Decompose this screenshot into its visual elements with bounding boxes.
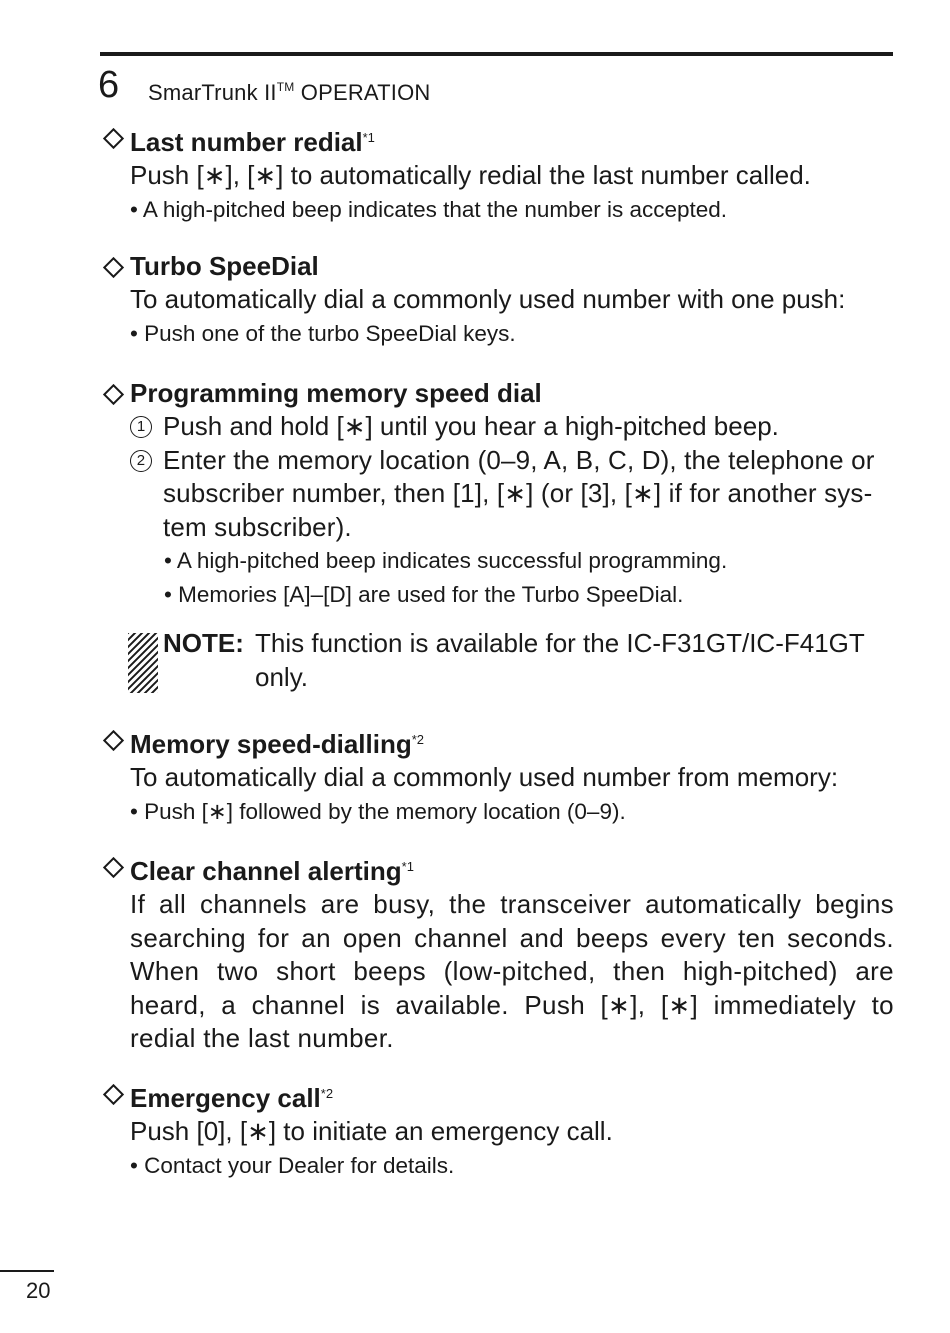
heading-text: Clear channel alerting — [130, 856, 402, 886]
bullet-item: • A high-pitched beep indicates successful programming. — [164, 548, 728, 573]
footnote-marker: *1 — [362, 130, 375, 145]
section-heading — [104, 121, 894, 159]
chapter-title-suffix: OPERATION — [294, 80, 431, 105]
top-rule — [100, 52, 893, 56]
section-body: To automatically dial a commonly used number from memory: — [130, 762, 839, 792]
section-body: To automatically dial a commonly used number with one push: — [130, 284, 846, 314]
diamond-icon — [103, 128, 124, 149]
heading-text: Emergency call — [130, 1083, 321, 1113]
step-text: Enter the memory location (0–9, A, B, C, D), the telephone or subscriber number, then [1], [∗] (or [3], [∗] if for another sys-tem subscriber). — [163, 444, 875, 542]
bullet-item: • A high-pitched beep indicates that the number is accepted. — [130, 196, 728, 222]
chapter-title-text: SmarTrunk II — [148, 80, 277, 105]
section-heading — [104, 850, 894, 888]
section-programming-memory — [104, 377, 894, 611]
note-text: This function is available for the IC-F31GT/IC-F41GT only. — [255, 628, 865, 692]
step-text: Push and hold [∗] until you hear a high-pitched beep. — [163, 411, 779, 441]
chapter-title — [148, 80, 431, 106]
section-heading — [104, 377, 894, 410]
section-heading — [104, 723, 894, 761]
section-memory-speed-dialling — [104, 723, 894, 828]
heading-text: Programming memory speed dial — [130, 378, 542, 408]
diamond-icon — [103, 1084, 124, 1105]
bullet-item: • Memories [A]–[D] are used for the Turbo SpeeDial. — [164, 581, 684, 607]
section-heading — [104, 250, 894, 283]
heading-text: Last number redial — [130, 127, 363, 157]
bullet-item: • Push one of the turbo SpeeDial keys. — [130, 320, 516, 346]
page-number-rule — [0, 1270, 54, 1272]
section-body: Push [∗], [∗] to automatically redial the last number called. — [130, 160, 811, 190]
note-box — [128, 627, 898, 697]
footnote-marker: *1 — [401, 859, 414, 874]
footnote-marker: *2 — [320, 1086, 334, 1101]
footnote-marker: *2 — [411, 732, 425, 747]
step-item — [130, 444, 894, 545]
section-emergency-call — [104, 1077, 894, 1182]
heading-text: Memory speed-dialling — [130, 729, 412, 759]
section-body: Push [0], [∗] to initiate an emergency call. — [130, 1116, 613, 1146]
section-turbo-speedial — [104, 250, 894, 350]
diamond-icon — [103, 257, 124, 278]
bullet-item: • Push [∗] followed by the memory location (0–9). — [130, 798, 626, 824]
diamond-icon — [103, 857, 124, 878]
trademark-mark: TM — [276, 80, 295, 94]
step-item — [130, 410, 894, 444]
note-hatch-icon — [128, 633, 158, 693]
page-number: 20 — [26, 1278, 51, 1303]
heading-text: Turbo SpeeDial — [130, 251, 319, 281]
chapter-number: 6 — [98, 64, 120, 106]
section-heading — [104, 1077, 894, 1115]
step-number-circle: 2 — [130, 450, 152, 472]
step-list — [104, 410, 894, 544]
section-body: If all channels are busy, the transceiver automatically begins searching for an open channel and beeps every ten seconds. When two short beeps (low-pitched, then high-pitched) are heard, a channel is available. Push [∗], [∗] immediately to redial the last number. — [130, 889, 894, 1053]
diamond-icon — [103, 384, 124, 405]
section-clear-channel-alerting — [104, 850, 894, 1056]
diamond-icon — [103, 730, 124, 751]
bullet-item: • Contact your Dealer for details. — [130, 1152, 455, 1178]
section-last-number-redial — [104, 121, 894, 226]
step-number-circle: 1 — [130, 416, 152, 438]
note-label: NOTE: — [163, 628, 244, 658]
